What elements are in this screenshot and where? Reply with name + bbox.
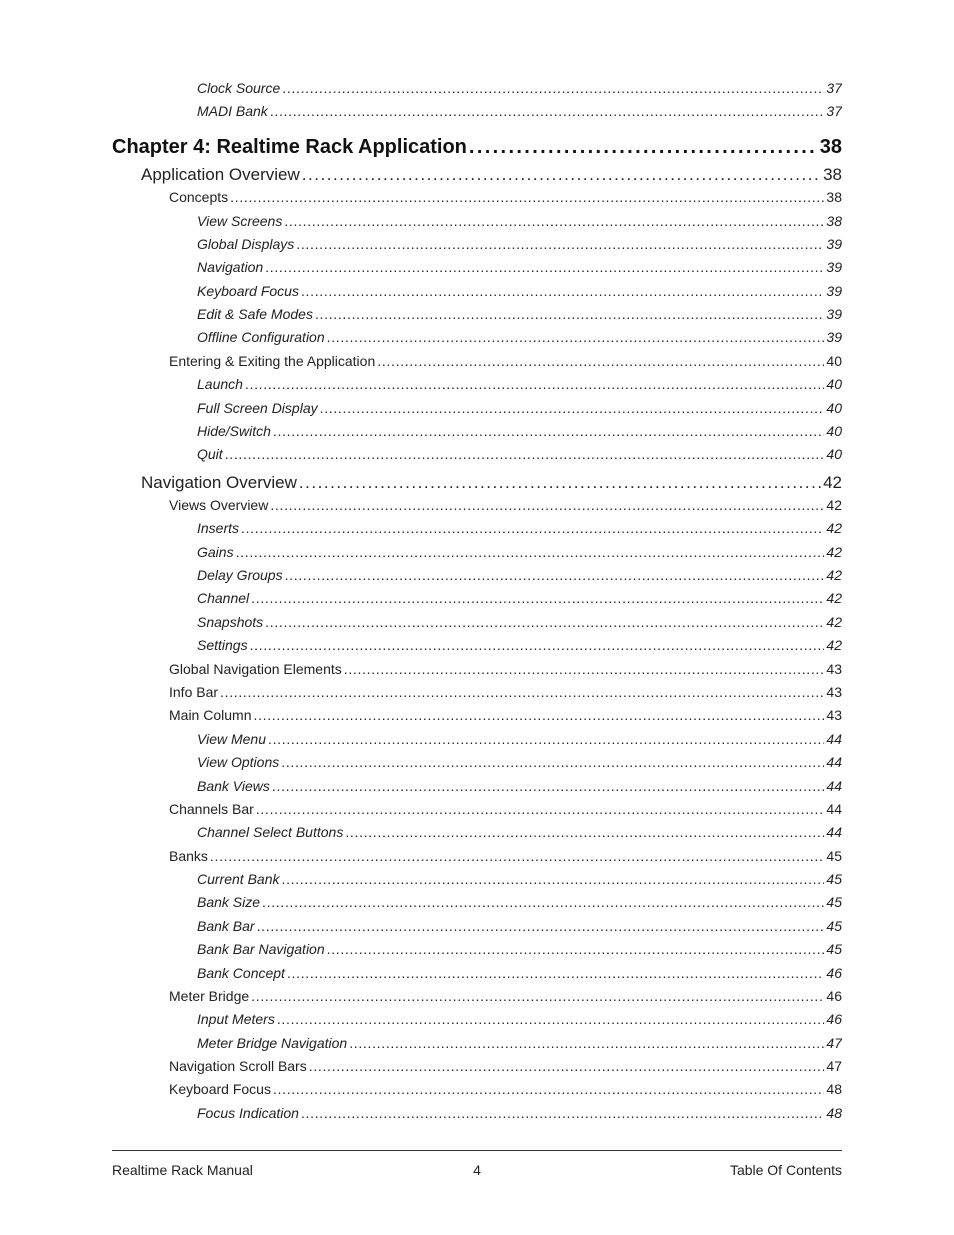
toc-entry-page: 45 (826, 871, 842, 887)
toc-entry-title: Inserts (197, 520, 240, 536)
toc-entry-item[interactable] (197, 824, 842, 840)
toc-entry-title: Channel (197, 590, 250, 606)
toc-entry-title: Main Column (169, 707, 252, 723)
footer-divider (112, 1150, 842, 1151)
dot-leader (327, 941, 825, 957)
toc-entry-title: Navigation (197, 259, 264, 275)
toc-entry-title: View Screens (197, 213, 283, 229)
toc-entry-page: 48 (826, 1105, 842, 1121)
toc-entry-title: Bank Concept (197, 965, 285, 981)
footer-section-title: Table Of Contents (729, 1162, 842, 1178)
toc-entry-page: 44 (826, 824, 842, 840)
dot-leader (251, 988, 824, 1004)
toc-entry-page: 42 (826, 590, 842, 606)
toc-entry-page: 44 (826, 754, 842, 770)
toc-entry-page: 46 (826, 1011, 842, 1027)
toc-entry-sub[interactable] (169, 189, 842, 205)
dot-leader (236, 544, 825, 560)
dot-leader (377, 353, 824, 369)
toc-entry-title: Banks (169, 848, 208, 864)
toc-entry-sub[interactable] (169, 988, 842, 1004)
toc-entry-page: 42 (826, 497, 842, 513)
toc-entry-title: Input Meters (197, 1011, 275, 1027)
toc-entry-item[interactable] (197, 614, 842, 630)
dot-leader (270, 497, 824, 513)
toc-entry-sub[interactable] (169, 353, 842, 369)
toc-entry-title: Concepts (169, 189, 229, 205)
toc-entry-page: 43 (826, 684, 842, 700)
dot-leader (301, 1105, 824, 1121)
toc-entry-title: Navigation Overview (141, 473, 297, 492)
dot-leader (299, 473, 821, 493)
toc-entry-item[interactable] (197, 544, 842, 560)
toc-entry-page: 38 (823, 165, 842, 184)
toc-entry-item[interactable] (197, 1035, 842, 1051)
toc-entry-title: Delay Groups (197, 567, 283, 583)
toc-entry-page: 48 (826, 1081, 842, 1097)
toc-entry-page: 38 (819, 136, 842, 158)
dot-leader (253, 707, 824, 723)
toc-entry-page: 39 (826, 306, 842, 322)
dot-leader (250, 637, 825, 653)
toc-entry-title: Application Overview (141, 165, 300, 184)
toc-entry-sub[interactable] (169, 1081, 842, 1097)
toc-entry-title: Settings (197, 637, 248, 653)
dot-leader (265, 614, 824, 630)
toc-entry-title: Keyboard Focus (197, 283, 299, 299)
toc-entry-title: Offline Configuration (197, 329, 325, 345)
toc-entry-title: MADI Bank (197, 103, 268, 119)
toc-entry-title: Global Navigation Elements (169, 661, 342, 677)
toc-entry-page: 40 (826, 423, 842, 439)
toc-entry-page: 42 (826, 544, 842, 560)
toc-entry-page: 45 (826, 941, 842, 957)
dot-leader (257, 918, 825, 934)
toc-entry-item[interactable] (197, 918, 842, 934)
toc-entry-page: 38 (826, 189, 842, 205)
toc-entry-item[interactable] (197, 329, 842, 345)
dot-leader (273, 1081, 824, 1097)
toc-entry-page: 46 (826, 965, 842, 981)
toc-entry-item[interactable] (197, 213, 842, 229)
dot-leader (315, 306, 824, 322)
toc-entry-page: 37 (826, 80, 842, 96)
toc-entry-page: 44 (826, 801, 842, 817)
toc-entry-item[interactable] (197, 236, 842, 252)
toc-entry-title: Edit & Safe Modes (197, 306, 313, 322)
toc-entry-page: 37 (826, 103, 842, 119)
toc-entry-item[interactable] (197, 1011, 842, 1027)
toc-entry-page: 39 (826, 329, 842, 345)
dot-leader (230, 189, 824, 205)
toc-entry-item[interactable] (197, 306, 842, 322)
toc-entry-page: 39 (826, 259, 842, 275)
toc-entry-page: 42 (826, 614, 842, 630)
toc-entry-page: 44 (826, 778, 842, 794)
toc-entry-page: 45 (826, 894, 842, 910)
dot-leader (327, 329, 825, 345)
toc-entry-title: Gains (197, 544, 234, 560)
toc-entry-item[interactable] (197, 731, 842, 747)
toc-entry-title: Entering & Exiting the Application (169, 353, 376, 369)
toc-entry-sub[interactable] (169, 801, 842, 817)
toc-entry-page: 40 (826, 353, 842, 369)
toc-entry-page: 43 (826, 707, 842, 723)
dot-leader (281, 871, 824, 887)
toc-entry-chapter[interactable] (112, 136, 842, 159)
toc-entry-page: 46 (826, 988, 842, 1004)
toc-entry-title: Global Displays (197, 236, 295, 252)
dot-leader (265, 259, 824, 275)
toc-entry-item[interactable] (197, 1105, 842, 1121)
dot-leader (272, 778, 825, 794)
toc-entry-page: 39 (826, 283, 842, 299)
dot-leader (469, 136, 818, 159)
toc-entry-title: Quit (197, 446, 223, 462)
toc-entry-item[interactable] (197, 376, 842, 392)
toc-entry-title: Bank Bar (197, 918, 255, 934)
dot-leader (225, 446, 825, 462)
toc-entry-title: Snapshots (197, 614, 264, 630)
toc-entry-page: 44 (826, 731, 842, 747)
dot-leader (210, 848, 825, 864)
toc-entry-title: Info Bar (169, 684, 219, 700)
toc-entry-item[interactable] (197, 894, 842, 910)
toc-entry-title: Full Screen Display (197, 400, 318, 416)
dot-leader (349, 1035, 824, 1051)
toc-entry-sub[interactable] (169, 684, 842, 700)
toc-entry-page: 40 (826, 376, 842, 392)
toc-entry-sub[interactable] (169, 707, 842, 723)
toc-entry-item[interactable] (197, 965, 842, 981)
toc-entry-sub[interactable] (169, 1058, 842, 1074)
toc-entry-page: 42 (823, 473, 842, 492)
toc-entry-title: Channels Bar (169, 801, 254, 817)
toc-entry-item[interactable] (197, 778, 842, 794)
toc-entry-sub[interactable] (169, 848, 842, 864)
toc-entry-item[interactable] (197, 423, 842, 439)
dot-leader (320, 400, 825, 416)
toc-entry-page: 42 (826, 637, 842, 653)
dot-leader (251, 590, 824, 606)
dot-leader (309, 1058, 825, 1074)
toc-entry-title: Hide/Switch (197, 423, 271, 439)
dot-leader (273, 423, 825, 439)
toc-entry-page: 47 (826, 1058, 842, 1074)
toc-entry-title: Clock Source (197, 80, 281, 96)
toc-entry-title: Views Overview (169, 497, 269, 513)
toc-entry-item[interactable] (197, 446, 842, 462)
dot-leader (270, 103, 825, 119)
toc-entry-title: Bank Size (197, 894, 261, 910)
dot-leader (245, 376, 824, 392)
toc-entry-title: Bank Views (197, 778, 270, 794)
toc-entry-page: 39 (826, 236, 842, 252)
toc-entry-page: 42 (826, 567, 842, 583)
toc-entry-item[interactable] (197, 80, 842, 96)
toc-entry-page: 40 (826, 446, 842, 462)
toc-entry-title: Chapter 4: Realtime Rack Application (112, 136, 467, 158)
toc-entry-item[interactable] (197, 637, 842, 653)
toc-entry-item[interactable] (197, 283, 842, 299)
dot-leader (285, 567, 825, 583)
dot-leader (344, 661, 825, 677)
toc-entry-sub[interactable] (169, 661, 842, 677)
toc-entry-title: Channel Select Buttons (197, 824, 344, 840)
toc-entry-page: 38 (826, 213, 842, 229)
toc-entry-section[interactable] (141, 473, 842, 493)
toc-entry-section[interactable] (141, 165, 842, 185)
toc-entry-title: Current Bank (197, 871, 280, 887)
dot-leader (284, 213, 824, 229)
toc-entry-item[interactable] (197, 871, 842, 887)
toc-entry-title: Keyboard Focus (169, 1081, 271, 1097)
footer-page-number: 4 (473, 1162, 481, 1178)
toc-entry-page: 43 (826, 661, 842, 677)
dot-leader (281, 754, 824, 770)
dot-leader (287, 965, 824, 981)
toc-entry-item[interactable] (197, 259, 842, 275)
toc-entry-item[interactable] (197, 520, 842, 536)
toc-entry-title: View Options (197, 754, 280, 770)
toc-entry-item[interactable] (197, 103, 842, 119)
toc-entry-item[interactable] (197, 400, 842, 416)
toc-entry-item[interactable] (197, 567, 842, 583)
toc-entry-title: View Menu (197, 731, 267, 747)
dot-leader (262, 894, 824, 910)
dot-leader (345, 824, 824, 840)
toc-entry-page: 47 (826, 1035, 842, 1051)
dot-leader (277, 1011, 825, 1027)
toc-entry-page: 45 (826, 918, 842, 934)
toc-entry-title: Bank Bar Navigation (197, 941, 325, 957)
toc-entry-title: Navigation Scroll Bars (169, 1058, 307, 1074)
toc-entry-title: Launch (197, 376, 243, 392)
dot-leader (282, 80, 824, 96)
toc-entry-title: Meter Bridge (169, 988, 250, 1004)
dot-leader (301, 283, 824, 299)
dot-leader (256, 801, 825, 817)
toc-entry-title: Focus Indication (197, 1105, 299, 1121)
toc-entry-item[interactable] (197, 941, 842, 957)
toc-entry-item[interactable] (197, 754, 842, 770)
dot-leader (241, 520, 824, 536)
dot-leader (268, 731, 824, 747)
dot-leader (296, 236, 824, 252)
dot-leader (302, 165, 821, 185)
toc-entry-title: Meter Bridge Navigation (197, 1035, 348, 1051)
toc-entry-page: 42 (826, 520, 842, 536)
toc-entry-page: 40 (826, 400, 842, 416)
footer-manual-title: Realtime Rack Manual (112, 1162, 253, 1178)
toc-entry-item[interactable] (197, 590, 842, 606)
toc-entry-sub[interactable] (169, 497, 842, 513)
dot-leader (220, 684, 824, 700)
toc-entry-page: 45 (826, 848, 842, 864)
